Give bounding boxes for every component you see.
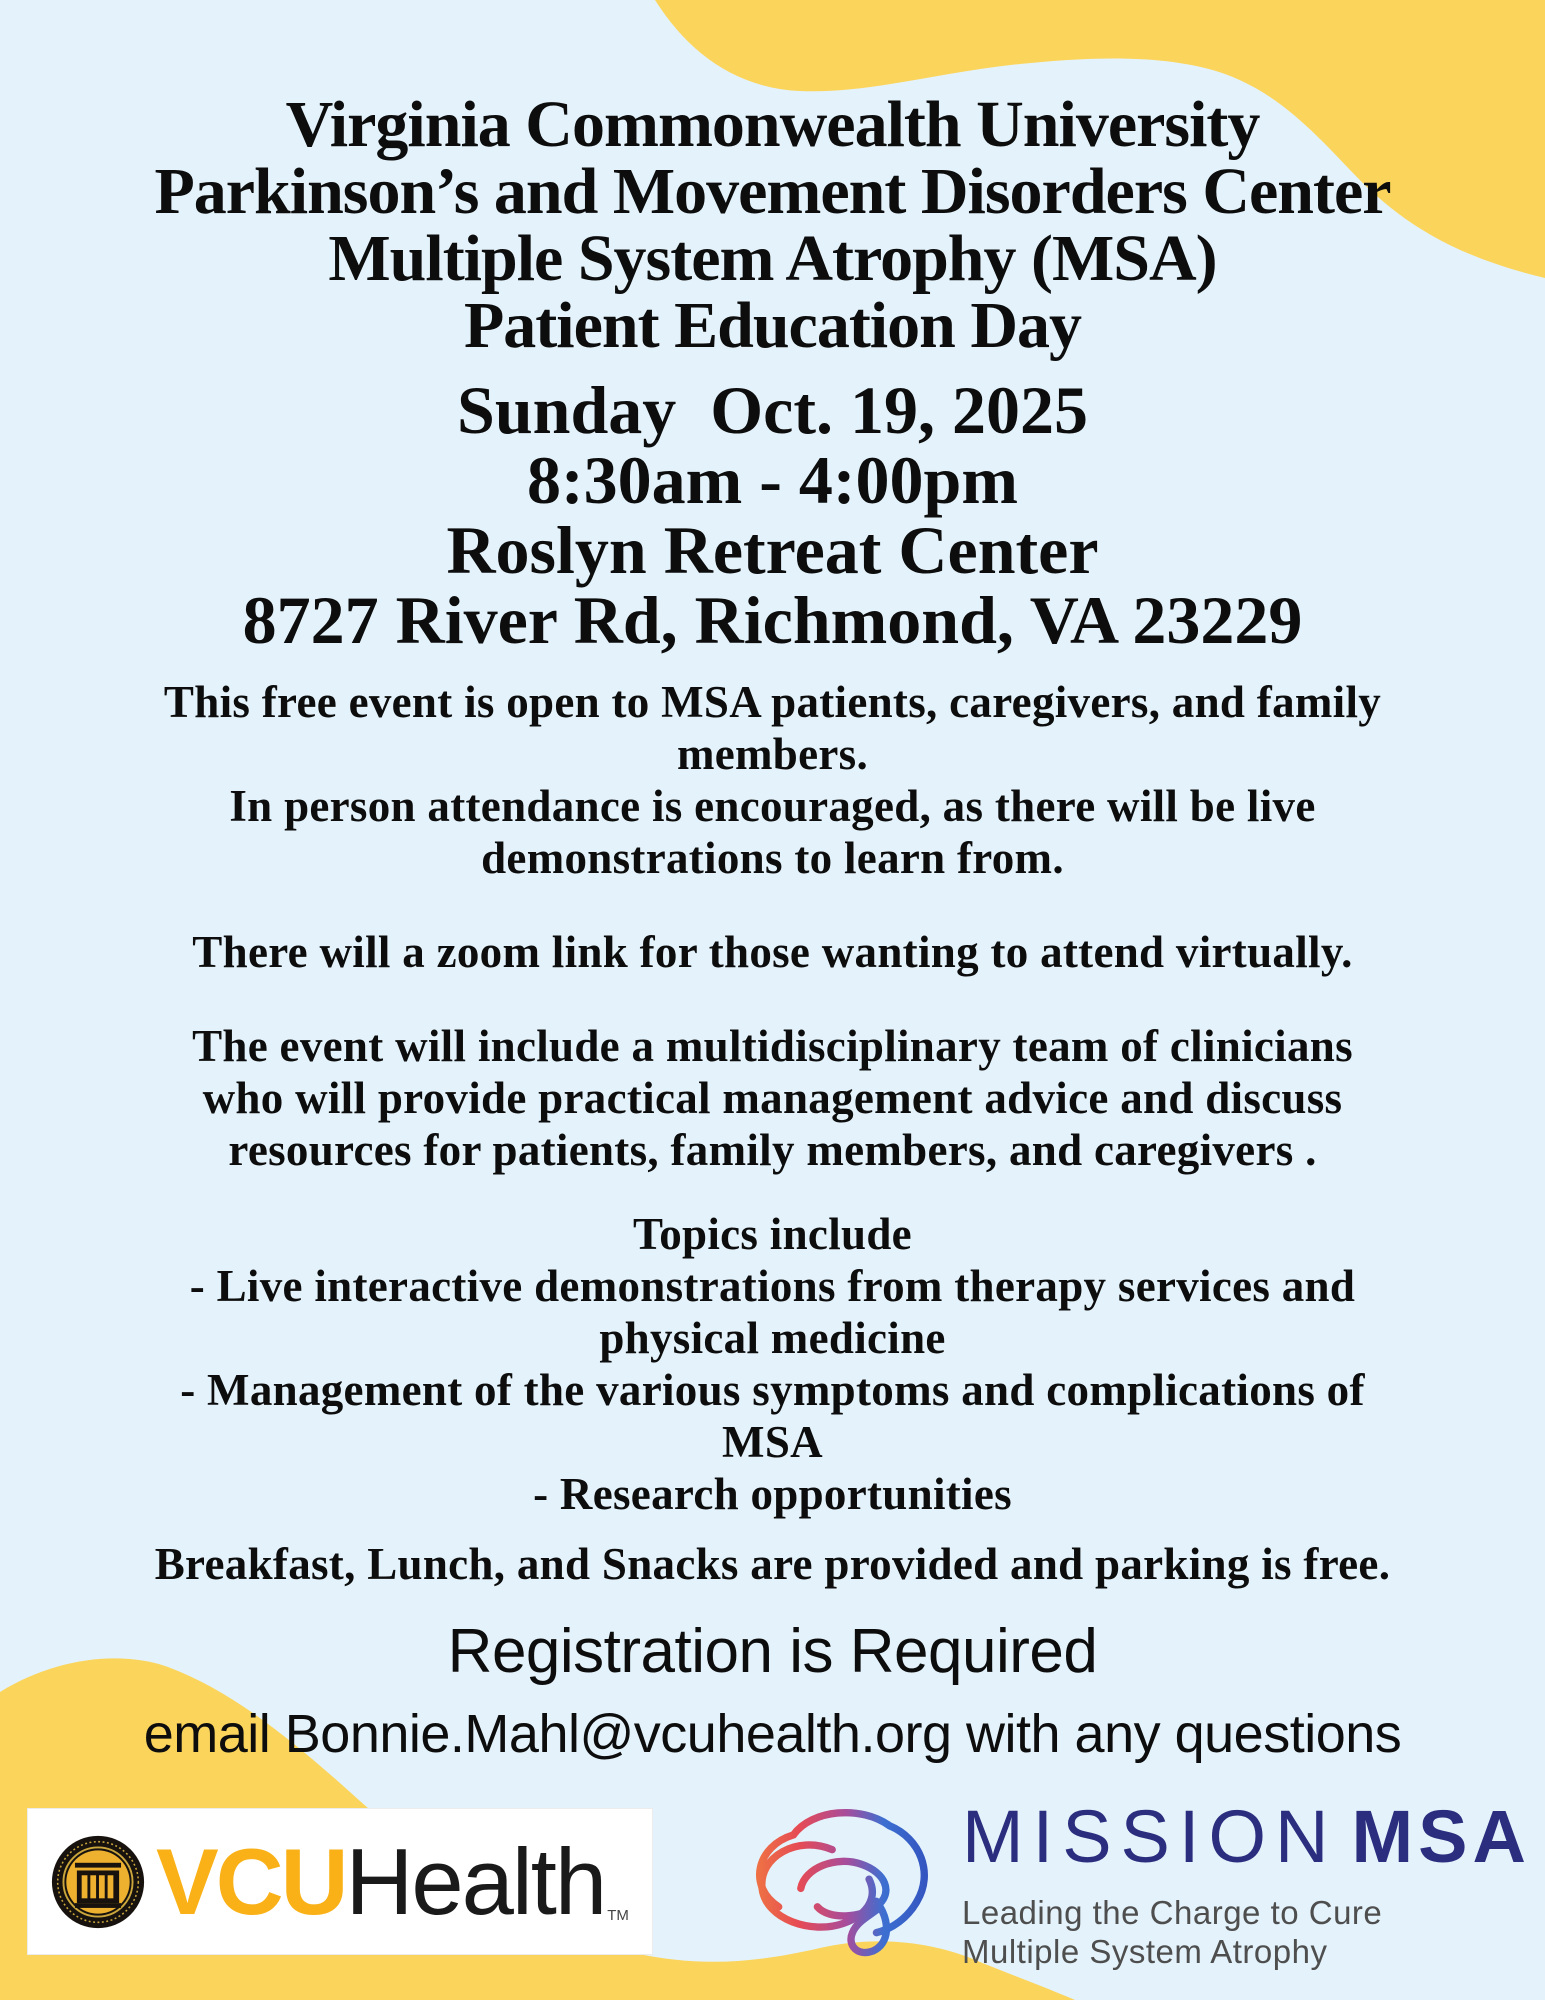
vcu-health-text: Health xyxy=(345,1828,606,1934)
vcu-seal-icon xyxy=(50,1834,146,1930)
flyer-title: Virginia Commonwealth University Parkinson’s and Movement Disorders Center Multiple System Atrophy (MSA) Patient Education Day xyxy=(154,88,1391,362)
mission-tagline: Leading the Charge to Cure Multiple System Atrophy xyxy=(962,1894,1383,1970)
msa-word: MSA xyxy=(1351,1795,1531,1878)
contact-email-line: email Bonnie.Mahl@vcuhealth.org with any questions xyxy=(143,1704,1402,1764)
brain-icon xyxy=(738,1798,954,1964)
event-description: The event will include a multidisciplinary team of clinicians who will provide practical management advice and discuss resources for patients, family members, and caregivers . xyxy=(192,1021,1353,1175)
logo-footer xyxy=(0,1790,1545,2000)
registration-heading: Registration is Required xyxy=(447,1617,1098,1686)
vcu-trademark-text: TM xyxy=(607,1907,629,1924)
virtual-attendance-note: There will a zoom link for those wanting to attend virtually. xyxy=(192,927,1353,977)
event-details: Sunday Oct. 19, 2025 8:30am - 4:00pm Roslyn Retreat Center 8727 River Rd, Richmond, VA 23229 xyxy=(242,372,1303,658)
intro-paragraph: This free event is open to MSA patients, caregivers, and family members. In person attendance is encouraged, as there will be live demonstrations to learn from. xyxy=(163,677,1382,883)
vcu-health-logo xyxy=(27,1808,653,1955)
flyer-content xyxy=(0,88,1545,1765)
mission-msa-wordmark xyxy=(962,1794,1531,1879)
mission-msa-text xyxy=(962,1794,1531,1971)
vcu-acronym-text: VCU xyxy=(156,1828,346,1934)
topics-list: Topics include - Live interactive demonstrations from therapy services and physical medicine - Management of the various symptoms and complications of MSA - Research opportunities xyxy=(180,1209,1365,1519)
meals-parking-note: Breakfast, Lunch, and Snacks are provided and parking is free. xyxy=(154,1539,1391,1589)
mission-word: MISSION xyxy=(962,1795,1338,1878)
mission-msa-logo xyxy=(736,1790,1536,2000)
